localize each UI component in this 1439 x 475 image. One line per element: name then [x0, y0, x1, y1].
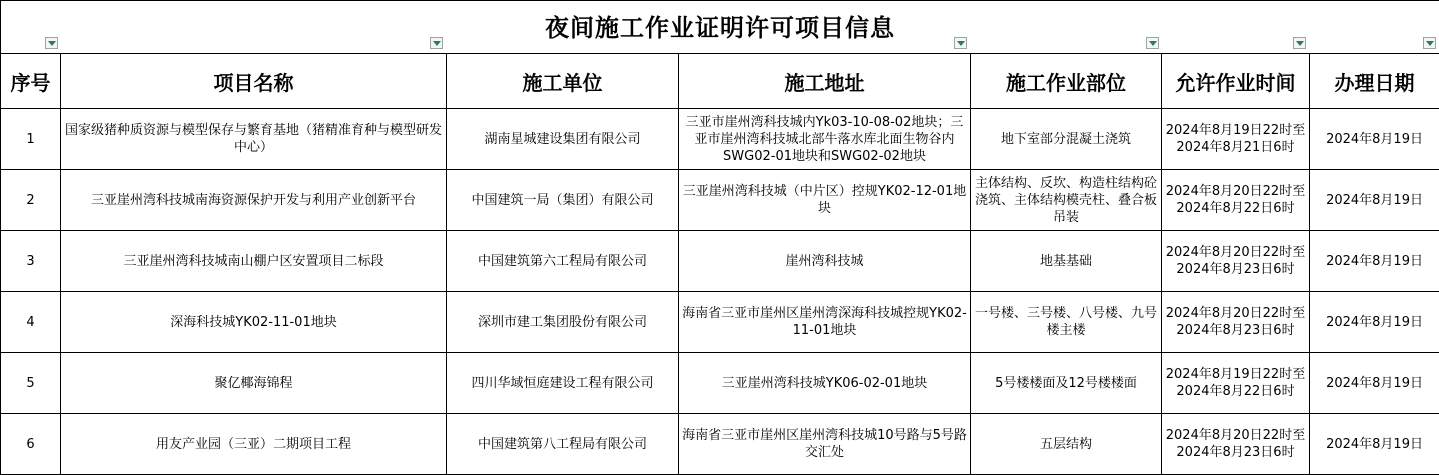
cell-seq[interactable]: 6	[1, 414, 61, 475]
table-row	[1, 414, 1439, 475]
filter-dropdown-icon[interactable]	[1293, 37, 1306, 49]
cell-address[interactable]: 海南省三亚市崖州区崖州湾科技城10号路与5号路交汇处	[679, 414, 971, 475]
cell-seq[interactable]: 5	[1, 353, 61, 414]
table-row	[1, 231, 1439, 292]
filter-dropdown-icon[interactable]	[1146, 37, 1159, 49]
cell-name[interactable]: 聚亿椰海锦程	[61, 353, 447, 414]
header-name[interactable]: 项目名称	[61, 54, 447, 109]
table-row	[1, 292, 1439, 353]
cell-date[interactable]: 2024年8月19日	[1310, 109, 1439, 170]
page-title: 夜间施工作业证明许可项目信息	[545, 14, 895, 42]
header-row	[1, 54, 1439, 109]
cell-unit[interactable]: 中国建筑第八工程局有限公司	[447, 414, 679, 475]
filter-dropdown-icon[interactable]	[430, 37, 443, 49]
header-unit[interactable]: 施工单位	[447, 54, 679, 109]
cell-address[interactable]: 三亚市崖州湾科技城内Yk03-10-08-02地块；三亚市崖州湾科技城北部牛落水库北面生物谷内SWG02-01地块和SWG02-02地块	[679, 109, 971, 170]
cell-unit[interactable]: 中国建筑第六工程局有限公司	[447, 231, 679, 292]
cell-time[interactable]: 2024年8月20日22时至2024年8月23日6时	[1162, 414, 1310, 475]
cell-name[interactable]: 国家级猪种质资源与模型保存与繁育基地（猪精准育种与模型研发中心）	[61, 109, 447, 170]
cell-name[interactable]: 深海科技城YK02-11-01地块	[61, 292, 447, 353]
cell-part[interactable]: 一号楼、三号楼、八号楼、九号楼主楼	[971, 292, 1162, 353]
header-part[interactable]: 施工作业部位	[971, 54, 1162, 109]
cell-unit[interactable]: 湖南星城建设集团有限公司	[447, 109, 679, 170]
filter-dropdown-icon[interactable]	[45, 37, 58, 49]
header-address[interactable]: 施工地址	[679, 54, 971, 109]
cell-date[interactable]: 2024年8月19日	[1310, 353, 1439, 414]
cell-name[interactable]: 三亚崖州湾科技城南海资源保护开发与利用产业创新平台	[61, 170, 447, 231]
header-date[interactable]: 办理日期	[1310, 54, 1439, 109]
filter-dropdown-icon[interactable]	[1423, 37, 1436, 49]
cell-date[interactable]: 2024年8月19日	[1310, 231, 1439, 292]
title-cell[interactable]	[1, 1, 1439, 54]
cell-address[interactable]: 海南省三亚市崖州区崖州湾深海科技城控规YK02-11-01地块	[679, 292, 971, 353]
cell-address[interactable]: 三亚崖州湾科技城（中片区）控规YK02-12-01地块	[679, 170, 971, 231]
table-row	[1, 109, 1439, 170]
cell-part[interactable]: 地下室部分混凝土浇筑	[971, 109, 1162, 170]
cell-time[interactable]: 2024年8月20日22时至2024年8月23日6时	[1162, 231, 1310, 292]
cell-time[interactable]: 2024年8月20日22时至2024年8月23日6时	[1162, 292, 1310, 353]
cell-seq[interactable]: 3	[1, 231, 61, 292]
cell-seq[interactable]: 2	[1, 170, 61, 231]
cell-date[interactable]: 2024年8月19日	[1310, 292, 1439, 353]
cell-name[interactable]: 三亚崖州湾科技城南山棚户区安置项目二标段	[61, 231, 447, 292]
cell-name[interactable]: 用友产业园（三亚）二期项目工程	[61, 414, 447, 475]
filter-dropdown-icon[interactable]	[954, 37, 967, 49]
cell-date[interactable]: 2024年8月19日	[1310, 170, 1439, 231]
cell-unit[interactable]: 深圳市建工集团股份有限公司	[447, 292, 679, 353]
table-row	[1, 353, 1439, 414]
cell-seq[interactable]: 1	[1, 109, 61, 170]
cell-time[interactable]: 2024年8月20日22时至2024年8月22日6时	[1162, 170, 1310, 231]
cell-part[interactable]: 地基基础	[971, 231, 1162, 292]
cell-part[interactable]: 5号楼楼面及12号楼楼面	[971, 353, 1162, 414]
cell-part[interactable]: 主体结构、反坎、构造柱结构砼浇筑、主体结构模壳柱、叠合板吊装	[971, 170, 1162, 231]
cell-time[interactable]: 2024年8月19日22时至2024年8月22日6时	[1162, 353, 1310, 414]
cell-part[interactable]: 五层结构	[971, 414, 1162, 475]
cell-date[interactable]: 2024年8月19日	[1310, 414, 1439, 475]
header-time[interactable]: 允许作业时间	[1162, 54, 1310, 109]
table-row	[1, 170, 1439, 231]
cell-unit[interactable]: 中国建筑一局（集团）有限公司	[447, 170, 679, 231]
cell-address[interactable]: 崖州湾科技城	[679, 231, 971, 292]
cell-time[interactable]: 2024年8月19日22时至2024年8月21日6时	[1162, 109, 1310, 170]
cell-address[interactable]: 三亚崖州湾科技城YK06-02-01地块	[679, 353, 971, 414]
cell-unit[interactable]: 四川华域恒庭建设工程有限公司	[447, 353, 679, 414]
cell-seq[interactable]: 4	[1, 292, 61, 353]
header-seq[interactable]: 序号	[1, 54, 61, 109]
